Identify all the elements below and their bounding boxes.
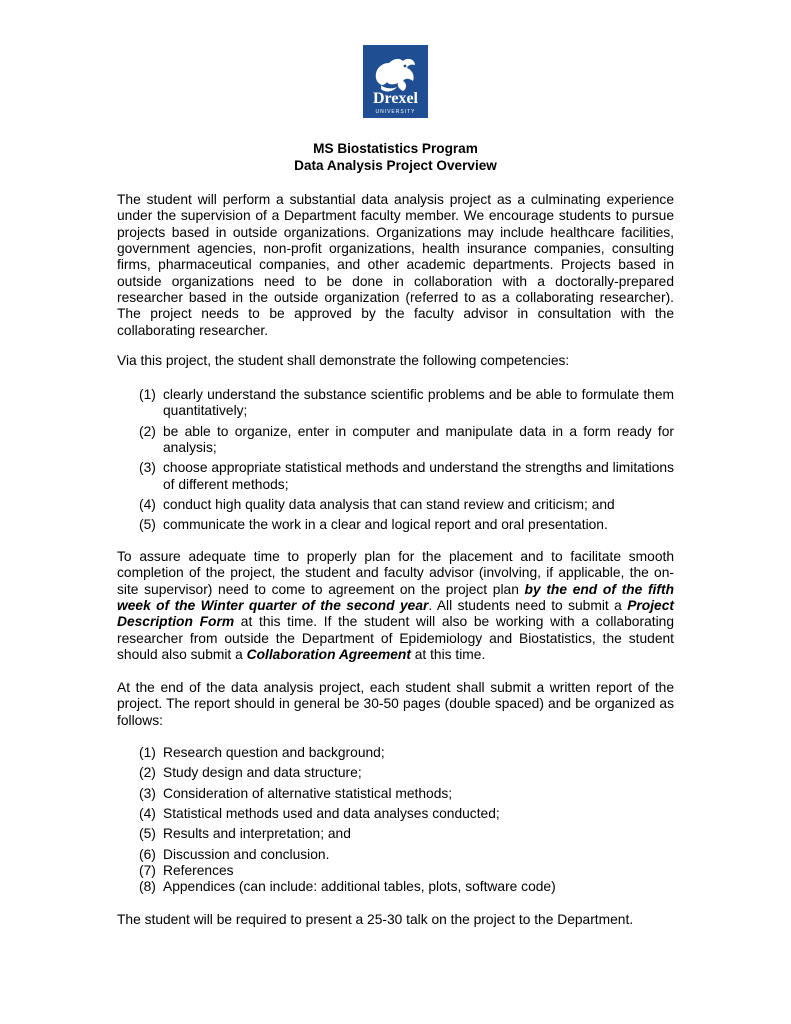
intro-paragraph: The student will perform a substantial data analysis project as a culminating experience under the supervision of a Department faculty member. We encourage students to pursue projects based in outside organizations. Organizations may include healthcare facilities, government agencies, non-profit organizations, health insurance companies, consulting firms, pharmaceutical companies, and other academic departments. Projects based in outside organizations need to be done in collaboration with a doctorally-prepared researcher based in the outside organization (referred to as a collaborating researcher). The project needs to be approved by the faculty advisor in consultation with the collaborating researcher. xyxy=(117,192,674,338)
collaboration-agreement-name: Collaboration Agreement xyxy=(246,647,411,663)
list-item: (8) Appendices (can include: additional tables, plots, software code) xyxy=(139,879,556,895)
project-description-form-name: Project Description Form xyxy=(117,598,674,630)
logo-subtitle: UNIVERSITY xyxy=(375,109,416,115)
list-item: (1) clearly understand the substance scientific problems and be able to formulate them quantitatively; xyxy=(139,387,674,419)
report-sections-list xyxy=(139,745,674,896)
list-item: (1) Research question and background; xyxy=(139,745,385,760)
competencies-list xyxy=(139,387,674,538)
list-item: (5) Results and interpretation; and xyxy=(139,826,351,842)
list-item: (5) communicate the work in a clear and logical report and oral presentation. xyxy=(139,517,608,533)
list-item: (4) Statistical methods used and data analyses conducted; xyxy=(139,806,500,822)
list-item: (3) Consideration of alternative statistical methods; xyxy=(139,785,453,801)
competencies-intro: Via this project, the student shall demonstrate the following competencies: xyxy=(117,353,570,368)
closing-paragraph: The student will be required to present a 25-30 talk on the project to the Department. xyxy=(117,912,634,927)
document-title xyxy=(117,141,674,174)
logo-wordmark: Drexel xyxy=(372,90,419,107)
dragon-icon xyxy=(363,45,428,118)
timing-paragraph: To assure adequate time to properly plan for the placement and to facilitate smooth completion of the project, the student and faculty advisor (involving, if applicable, the on-site supervisor) need to come to agreement on the project plan by the end of the fifth week of the Winter quarter of the second year. All students need to submit a Project Description Form at this time. If the student will also be working with a collaborating researcher from outside the Department of Epidemiology and Biostatistics, the student should also submit a Collaboration Agreement at this time. xyxy=(117,549,674,663)
list-item: (2) Study design and data structure; xyxy=(139,765,362,781)
drexel-logo xyxy=(363,45,428,118)
title-line-1: MS Biostatistics Program xyxy=(313,141,478,156)
report-paragraph: At the end of the data analysis project, each student shall submit a written report of the project. The report should in general be 30-50 pages (double spaced) and be organized as follows: xyxy=(117,680,674,728)
title-line-2: Data Analysis Project Overview xyxy=(294,157,497,173)
list-item: (7) References xyxy=(139,863,234,879)
deadline-emphasis: by the end of the fifth week of the Winter quarter of the second year xyxy=(117,581,674,614)
list-item: (4) conduct high quality data analysis that can stand review and criticism; and xyxy=(139,497,615,513)
list-item: (3) choose appropriate statistical methods and understand the strengths and limitations of different methods; xyxy=(139,460,674,492)
list-item: (2) be able to organize, enter in computer and manipulate data in a form ready for analysis; xyxy=(139,423,674,456)
list-item: (6) Discussion and conclusion. xyxy=(139,846,330,862)
